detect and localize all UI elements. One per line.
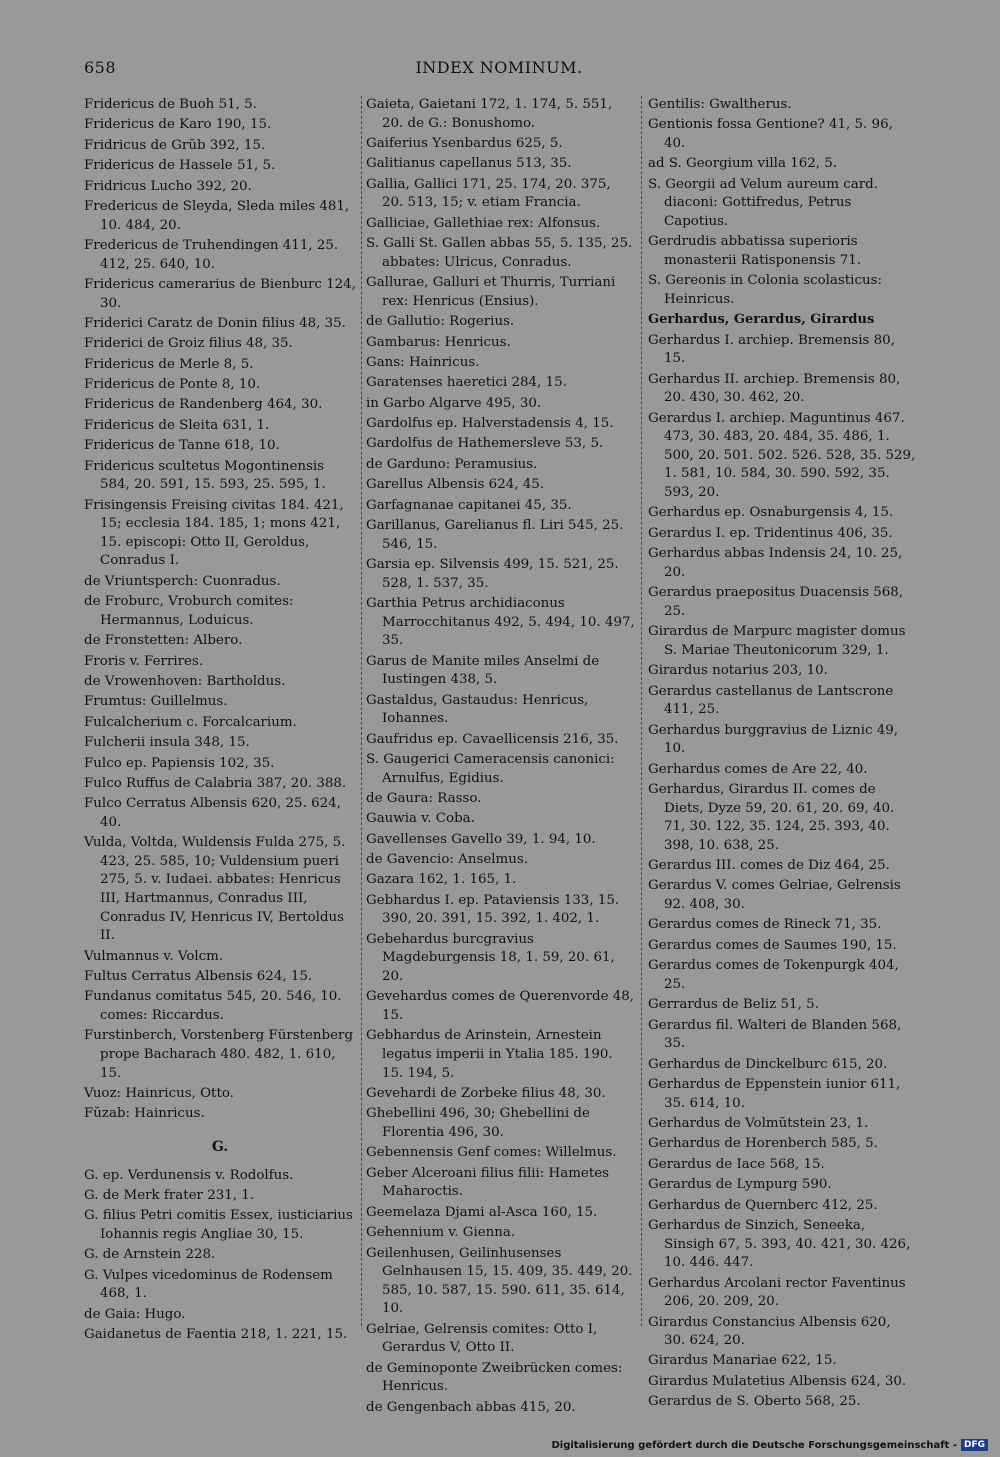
page-number: 658 [84, 58, 117, 77]
index-entry: Gerardus de Iace 568, 15. [648, 1156, 825, 1172]
index-entry: Garsia ep. Silvensis 499, 15. 521, 25. 528, 1. 537, 35. [366, 557, 619, 591]
index-entry: Fridericus de Ponte 8, 10. [84, 377, 261, 393]
index-entry: G. ep. Verdunensis v. Rodolfus. [84, 1167, 294, 1183]
index-entry: Gentilis: Gwaltherus. [648, 97, 792, 112]
index-entry: Gaieta, Gaietani 172, 1. 174, 5. 551, 20. de G.: Bonushomo. [366, 97, 613, 131]
index-entry: Fŭzab: Hainricus. [84, 1106, 205, 1122]
index-entry: Fridericus de Buoh 51, 5. [84, 97, 257, 112]
index-entry: Fultus Cerratus Albensis 624, 15. [84, 969, 313, 985]
index-entry: Vuoz: Hainricus, Otto. [84, 1085, 234, 1101]
index-entry: de Gengenbach abbas 415, 20. [366, 1399, 576, 1415]
index-entry: de Gaia: Hugo. [84, 1306, 186, 1322]
index-entry: Garthia Petrus archidiaconus Marrocchitanus 492, 5. 494, 10. 497, 35. [366, 595, 635, 649]
index-entry: Gazara 162, 1. 165, 1. [366, 872, 517, 888]
index-entry: Gebennensis Genf comes: Willelmus. [366, 1145, 617, 1161]
index-entry: Gastaldus, Gastaudus: Henricus, Iohannes. [366, 692, 589, 727]
index-entry: Gerhardus II. archiep. Bremensis 80, 20. 430, 30. 462, 20. [648, 371, 901, 406]
index-entry: Fridericus de Hassele 51, 5. [84, 158, 276, 174]
index-entry: Furstinberch, Vorstenberg Fürstenberg prope Bacharach 480. 482, 1. 610, 15. [84, 1028, 354, 1081]
index-entry: Frisingensis Freising civitas 184. 421, 15; ecclesia 184. 185, 1; mons 421, 15. episcopi: Otto II, Geroldus, Conradus I. [84, 497, 344, 569]
index-entry: Gauwia v. Coba. [366, 811, 475, 827]
index-column-1 [84, 96, 356, 1346]
index-entry: Garatenses haeretici 284, 15. [366, 375, 567, 391]
index-entry: Gallurae, Galluri et Thurris, Turriani rex: Henricus (Ensius). [366, 275, 616, 309]
index-entry: S. Gereonis in Colonia scolasticus: Heinricus. [648, 273, 882, 307]
index-entry: Vulda, Voltda, Wuldensis Fulda 275, 5. 423, 25. 585, 10; Vuldensium pueri 275, 5. v. Iudaei. abbates: Henricus III, Hartmannus, Conradus III, Conradus IV, Henricus IV, Bertoldus II. [84, 835, 346, 944]
index-entry: Gerdrudis abbatissa superioris monasterii Ratisponensis 71. [648, 234, 862, 268]
index-entry: Fridericus camerarius de Bienburc 124, 30. [84, 276, 356, 311]
index-entry: de Gallutio: Rogerius. [366, 314, 515, 330]
index-entry: Gebehardus burcgravius Magdeburgensis 18, 1. 59, 20. 61, 20. [366, 931, 615, 985]
column-divider [641, 96, 642, 1326]
index-entry: G. de Arnstein 228. [84, 1247, 216, 1263]
index-entry: Gerardus comes de Tokenpurgk 404, 25. [648, 958, 899, 992]
index-entry: Garus de Manite miles Anselmi de Iustingen 438, 5. [366, 653, 600, 688]
index-entry: Frumtus: Guillelmus. [84, 694, 228, 710]
dfg-logo: DFG [961, 1439, 988, 1451]
index-entry: Friderici de Groiz filius 48, 35. [84, 336, 293, 352]
index-entry: Gerardus V. comes Gelriae, Gelrensis 92. 408, 30. [648, 878, 901, 913]
index-entry: Geber Alceroani filius filii: Hametes Maharoctis. [366, 1165, 610, 1200]
index-entry: S. Gaugerici Cameracensis canonici: Arnulfus, Egidius. [366, 751, 615, 786]
index-entry: Gerardus castellanus de Lantscrone 411, 25. [648, 683, 894, 718]
page-header [84, 58, 914, 82]
index-entry: Gerhardus I. archiep. Bremensis 80, 15. [648, 332, 895, 367]
index-entry: ad S. Georgium villa 162, 5. [648, 156, 838, 172]
index-entry: Garellus Albensis 624, 45. [366, 477, 545, 493]
index-entry: Gerhardus de Horenberch 585, 5. [648, 1136, 878, 1152]
index-entry: Gerhardus abbas Indensis 24, 10. 25, 20. [648, 546, 903, 580]
index-entry: de Vrowenhoven: Bartholdus. [84, 673, 286, 689]
index-entry: Girardus Constancius Albensis 620, 30. 624, 20. [648, 1314, 891, 1349]
index-entry: Fundanus comitatus 545, 20. 546, 10. comes: Riccardus. [84, 989, 342, 1024]
index-entry: Gavellenses Gavello 39, 1. 94, 10. [366, 831, 596, 847]
index-entry: Fridricus Lucho 392, 20. [84, 178, 252, 194]
index-entry: Gerardus de S. Oberto 568, 25. [648, 1394, 861, 1410]
index-entry: Gerardus praepositus Duacensis 568, 25. [648, 585, 904, 619]
index-entry: Gerardus de Lympurg 590. [648, 1177, 832, 1193]
column-divider [361, 96, 362, 1326]
index-entry: S. Georgii ad Velum aureum card. diaconi: Gottifredus, Petrus Capotius. [648, 176, 878, 229]
index-entry: Fridericus de Randenberg 464, 30. [84, 397, 323, 413]
index-entry: Fredericus de Sleyda, Sleda miles 481, 10. 484, 20. [84, 198, 350, 233]
index-entry: Gerhardus comes de Are 22, 40. [648, 761, 868, 777]
index-entry: Fredericus de Truhendingen 411, 25. 412, 25. 640, 10. [84, 237, 339, 272]
index-entry: Girardus de Marpurc magister domus S. Mariae Theutonicorum 329, 1. [648, 624, 906, 658]
index-entry: Gerardus I. archiep. Maguntinus 467. 473, 30. 483, 20. 484, 35. 486, 1. 500, 20. 501. 502. 526. 528, 35. 529, 1. 581, 10. 584, 30. 590. 592, 35. 593, 20. [648, 410, 916, 501]
index-entry: de Geminoponte Zweibrücken comes: Henricus. [366, 1360, 623, 1395]
index-entry: Gerardus comes de Rineck 71, 35. [648, 917, 882, 933]
group-heading: Gerhardus, Gerardus, Girardus [648, 312, 875, 328]
index-entry: Gerhardus de Eppenstein iunior 611, 35. 614, 10. [648, 1077, 901, 1111]
index-entry: Fridericus scultetus Mogontinensis 584, 20. 591, 15. 593, 25. 595, 1. [84, 458, 326, 493]
index-entry: Gans: Hainricus. [366, 354, 480, 370]
index-entry: Fulcherii insula 348, 15. [84, 735, 250, 751]
index-column-2 [366, 96, 636, 1419]
index-entry: Fridericus de Karo 190, 15. [84, 117, 272, 133]
index-entry: Gelriae, Gelrensis comites: Otto I, Gerardus V, Otto II. [366, 1321, 598, 1356]
index-entry: Gerhardus de Quernberc 412, 25. [648, 1197, 878, 1213]
index-entry: Gebhardus I. ep. Pataviensis 133, 15. 390, 20. 391, 15. 392, 1. 402, 1. [366, 892, 620, 927]
index-entry: Gaidanetus de Faentia 218, 1. 221, 15. [84, 1327, 348, 1343]
index-entry: Gerhardus ep. Osnaburgensis 4, 15. [648, 505, 894, 521]
running-title: INDEX NOMINUM. [415, 58, 583, 77]
footer-text: Digitalisierung gefördert durch die Deutsche Forschungsgemeinschaft - [551, 1439, 957, 1451]
index-entry: de Fronstetten: Albero. [84, 633, 243, 649]
index-entry: Girardus Mulatetius Albensis 624, 30. [648, 1373, 907, 1389]
index-entry: Girardus notarius 203, 10. [648, 663, 828, 679]
index-entry: Gerhardus de Volmŭtstein 23, 1. [648, 1115, 869, 1131]
index-entry: G. Vulpes vicedominus de Rodensem 468, 1. [84, 1267, 333, 1302]
index-entry: Garillanus, Garelianus fl. Liri 545, 25. 546, 15. [366, 518, 624, 552]
funding-footer [551, 1439, 988, 1451]
index-entry: Gerardus III. comes de Diz 464, 25. [648, 858, 890, 874]
index-entry: Gardolfus ep. Halverstadensis 4, 15. [366, 416, 614, 432]
index-entry: de Vriuntsperch: Cuonradus. [84, 573, 281, 589]
index-column-3 [648, 96, 916, 1414]
index-entry: Gerardus fil. Walteri de Blanden 568, 35. [648, 1017, 902, 1052]
index-entry: Vulmannus v. Volcm. [84, 948, 224, 964]
index-entry: Fulco ep. Papiensis 102, 35. [84, 755, 275, 771]
index-entry: Fridericus de Merle 8, 5. [84, 356, 254, 372]
index-entry: Gerrardus de Beliz 51, 5. [648, 997, 819, 1013]
index-entry: Galliciae, Gallethiae rex: Alfonsus. [366, 215, 601, 231]
index-entry: Fridericus de Sleita 631, 1. [84, 417, 270, 433]
index-entry: G. filius Petri comitis Essex, iusticiarius Iohannis regis Angliae 30, 15. [84, 1208, 353, 1242]
index-entry: Fulcalcherium c. Forcalcarium. [84, 714, 297, 730]
index-entry: Gerhardus burggravius de Liznic 49, 10. [648, 722, 899, 757]
index-entry: Geilenhusen, Geilinhusenses Gelnhausen 15, 15. 409, 35. 449, 20. 585, 10. 587, 15. 590. 611, 35. 614, 10. [366, 1245, 633, 1317]
index-entry: Fulco Ruffus de Calabria 387, 20. 388. [84, 775, 347, 791]
index-entry: Gallia, Gallici 171, 25. 174, 20. 375, 20. 513, 15; v. etiam Francia. [366, 176, 611, 211]
index-entry: S. Galli St. Gallen abbas 55, 5. 135, 25. abbates: Ulricus, Conradus. [366, 236, 633, 270]
index-entry: Gebhardus de Arinstein, Arnestein legatus imperii in Ytalia 185. 190. 15. 194, 5. [366, 1028, 613, 1081]
index-entry: Gehennium v. Gienna. [366, 1225, 516, 1241]
index-entry: Friderici Caratz de Donin filius 48, 35. [84, 315, 346, 331]
index-entry: de Gaura: Rasso. [366, 790, 482, 806]
index-entry: Gambarus: Henricus. [366, 334, 511, 350]
index-entry: Gardolfus de Hathemersleve 53, 5. [366, 436, 604, 452]
index-entry: Gentionis fossa Gentione? 41, 5. 96, 40. [648, 117, 893, 151]
index-entry: Gerardus comes de Saumes 190, 15. [648, 937, 897, 953]
index-entry: Fulco Cerratus Albensis 620, 25. 624, 40. [84, 796, 341, 830]
index-entry: Fridericus de Tanne 618, 10. [84, 438, 280, 454]
index-entry: de Froburc, Vroburch comites: Hermannus, Loduicus. [84, 594, 294, 628]
index-entry: Gerardus I. ep. Tridentinus 406, 35. [648, 525, 893, 541]
index-entry: Froris v. Ferrires. [84, 653, 204, 669]
index-entry: Galitianus capellanus 513, 35. [366, 156, 572, 172]
index-entry: Gevehardi de Zorbeke filius 48, 30. [366, 1085, 606, 1101]
index-entry: Gerhardus de Dinckelburc 615, 20. [648, 1056, 888, 1072]
index-entry: Gaufridus ep. Cavaellicensis 216, 35. [366, 731, 619, 747]
index-entry: Gaiferius Ysenbardus 625, 5. [366, 135, 563, 151]
section-heading: G. [211, 1138, 229, 1155]
index-entry: Gerhardus, Girardus II. comes de Diets, Dyze 59, 20. 61, 20. 69, 40. 71, 30. 122, 35. 124, 25. 393, 40. 398, 10. 638, 25. [648, 781, 895, 853]
index-entry: Gerhardus Arcolani rector Faventinus 206, 20. 209, 20. [648, 1275, 906, 1310]
index-entry: de Garduno: Peramusius. [366, 456, 538, 472]
index-entry: Ghebellini 496, 30; Ghebellini de Florentia 496, 30. [366, 1106, 590, 1140]
index-entry: Fridricus de Grŭb 392, 15. [84, 137, 266, 153]
index-entry: Girardus Manariae 622, 15. [648, 1353, 837, 1369]
index-entry: Gerhardus de Sinzich, Seneeka, Sinsigh 67, 5. 393, 40. 421, 30. 426, 10. 446. 447. [648, 1217, 911, 1271]
index-entry: de Gavencio: Anselmus. [366, 852, 528, 868]
index-entry: G. de Merk frater 231, 1. [84, 1187, 255, 1203]
index-entry: Garfagnanae capitanei 45, 35. [366, 497, 572, 513]
index-entry: in Garbo Algarve 495, 30. [366, 395, 542, 411]
index-entry: Geemelaza Djami al-Asca 160, 15. [366, 1204, 598, 1220]
index-entry: Gevehardus comes de Querenvorde 48, 15. [366, 989, 635, 1024]
